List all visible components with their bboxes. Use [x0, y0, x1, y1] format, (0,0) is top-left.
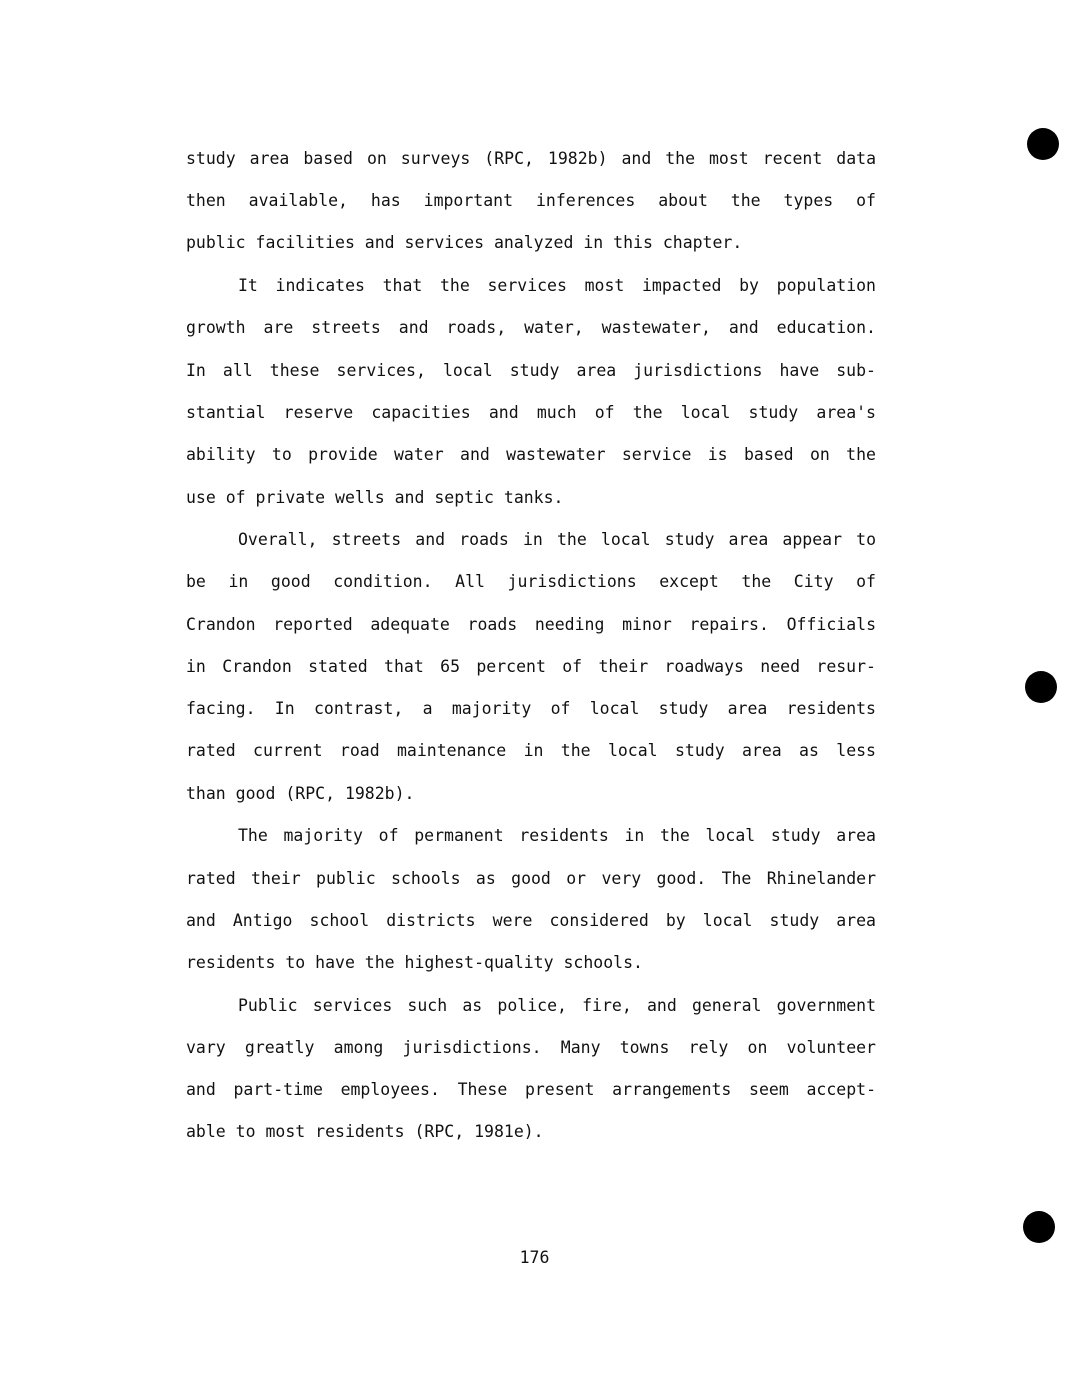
text-line: be in good condition. All jurisdictions except the City of [186, 572, 876, 591]
text-line: growth are streets and roads, water, wastewater, and education. [186, 318, 876, 337]
text-line: stantial reserve capacities and much of the local study area's [186, 403, 876, 422]
punch-hole-icon [1023, 1211, 1055, 1243]
punch-hole-icon [1025, 671, 1057, 703]
page-number: 176 [519, 1248, 550, 1267]
text-line: ability to provide water and wastewater service is based on the [186, 445, 876, 464]
text-line: Public services such as police, fire, and general government [238, 996, 876, 1015]
text-line: Overall, streets and roads in the local study area appear to [238, 530, 876, 549]
text-line: Crandon reported adequate roads needing minor repairs. Officials [186, 615, 876, 634]
text-line: rated current road maintenance in the local study area as less [186, 741, 876, 760]
text-line: able to most residents (RPC, 1981e). [186, 1122, 544, 1141]
text-line: and Antigo school districts were considered by local study area [186, 911, 876, 930]
text-line: rated their public schools as good or very good. The Rhinelander [186, 869, 876, 888]
text-line: study area based on surveys (RPC, 1982b) and the most recent data [186, 149, 876, 168]
text-line: In all these services, local study area jurisdictions have sub- [186, 361, 876, 380]
text-line: The majority of permanent residents in the local study area [238, 826, 876, 845]
text-line: than good (RPC, 1982b). [186, 784, 415, 803]
text-line: and part-time employees. These present arrangements seem accept- [186, 1080, 876, 1099]
text-line: residents to have the highest-quality schools. [186, 953, 643, 972]
text-line: in Crandon stated that 65 percent of their roadways need resur- [186, 657, 876, 676]
text-line: vary greatly among jurisdictions. Many towns rely on volunteer [186, 1038, 876, 1057]
text-line: facing. In contrast, a majority of local study area residents [186, 699, 876, 718]
text-line: then available, has important inferences about the types of [186, 191, 876, 210]
punch-hole-icon [1027, 128, 1059, 160]
text-line: public facilities and services analyzed in this chapter. [186, 233, 743, 252]
text-line: It indicates that the services most impacted by population [238, 276, 876, 295]
text-line: use of private wells and septic tanks. [186, 488, 564, 507]
